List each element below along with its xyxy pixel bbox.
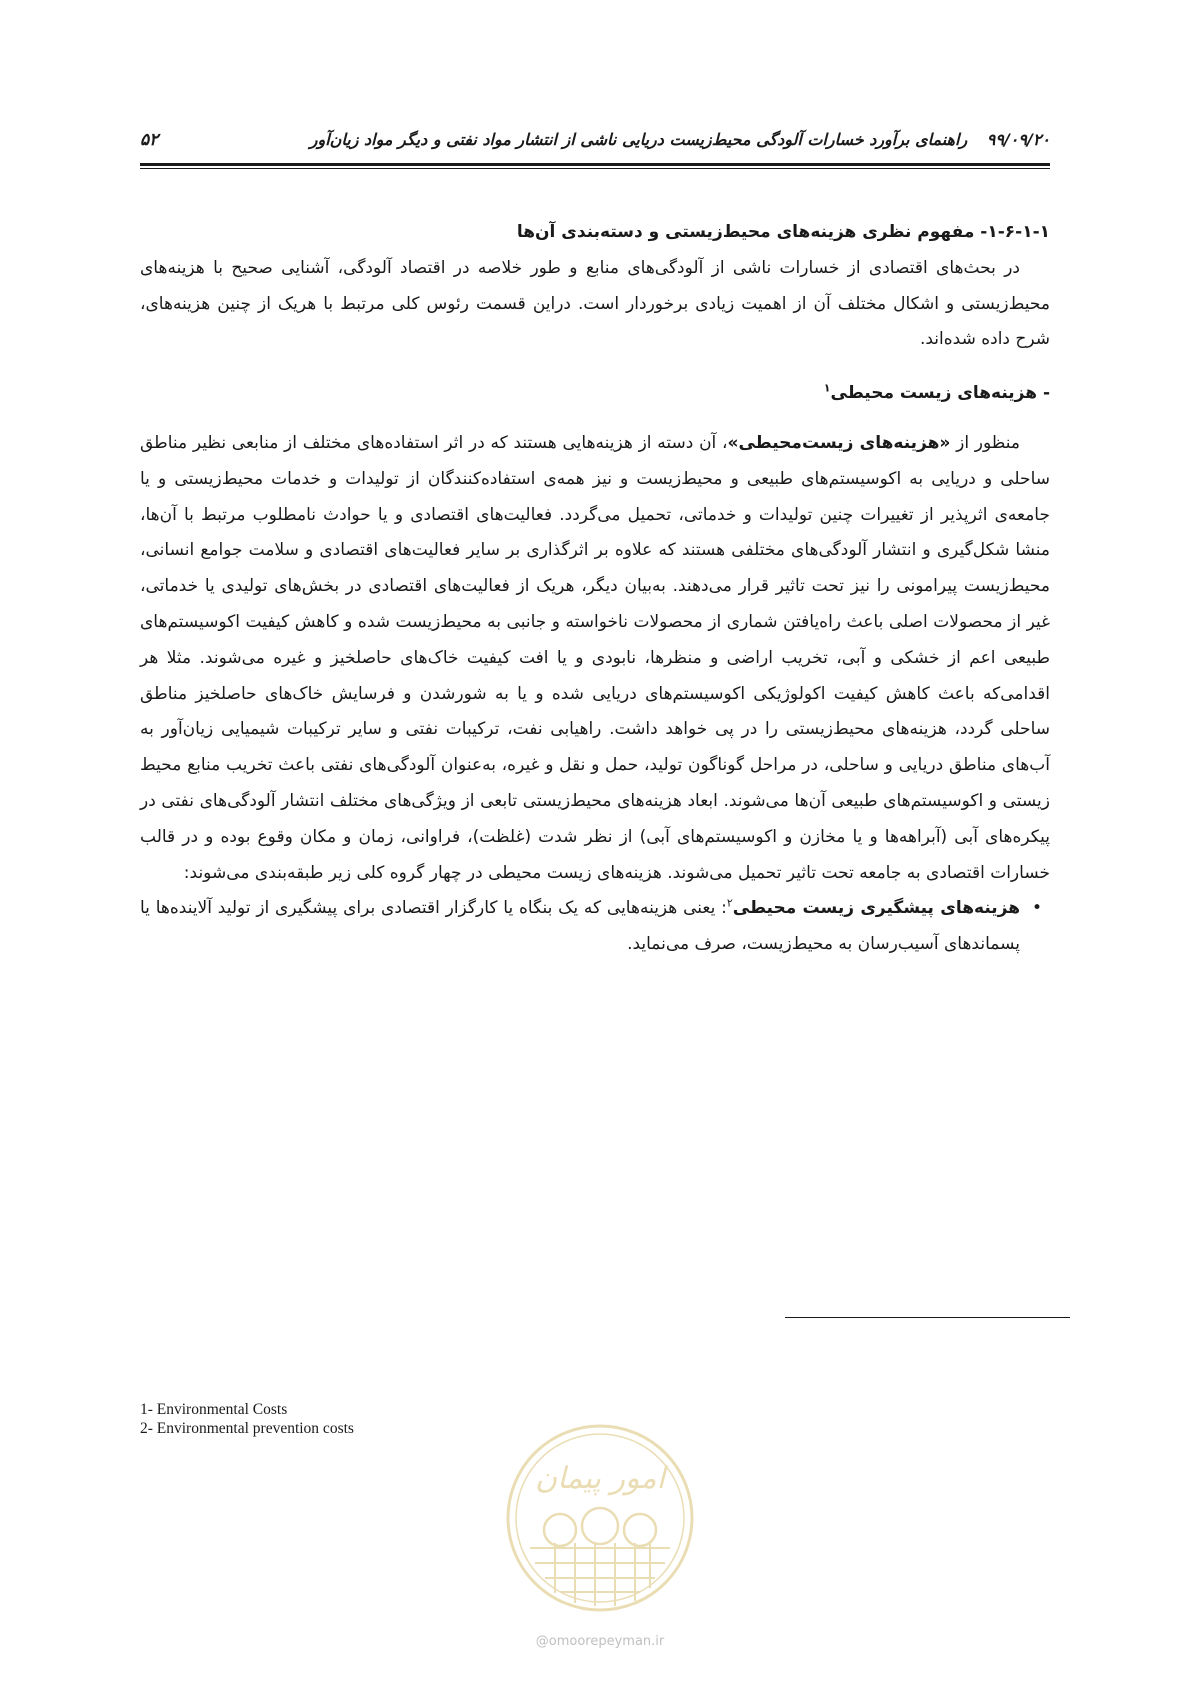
header-date: ۹۹/۰۹/۲۰ [986, 130, 1050, 149]
bullet-term: هزینه‌های پیشگیری زیست محیطی [732, 898, 1021, 919]
footnote-1: 1- Environmental Costs [140, 1401, 288, 1418]
section-heading: ۱-۶-۱-۱- مفهوم نظری هزینه‌های محیط‌زیستی و دسته‌بندی آن‌ها [516, 222, 1050, 242]
intro-paragraph: در بحث‌های اقتصادی از خسارات ناشی از آلودگی‌های منابع و طور خلاصه در اقتصاد آلودگی، آشنایی صحیح با هزینه‌های محیط‌زیستی و اشکال مختلف آن از اهمیت زیادی برخوردار است. دراین قسمت رئوس کلی مرتبط با هریک از چنین هزینه‌های، شرح داده شده‌اند. [140, 257, 1050, 350]
watermark-url: @omoorepeyman.ir [535, 1634, 665, 1649]
header-divider [140, 163, 1050, 169]
watermark-logo [500, 1418, 700, 1618]
body-paragraph [140, 426, 1050, 891]
footnotes [140, 1400, 354, 1438]
bold-term: «هزینه‌های زیست‌محیطی» [727, 432, 951, 453]
subsection-heading-text: - هزینه‌های زیست محیطی [830, 383, 1050, 404]
paragraph-body: ، آن دسته از هزینه‌هایی هستند که در اثر استفاده‌های مختلف از منابعی نظیر مناطق ساحلی و دریایی به اکوسیستم‌های طبیعی و محیط‌زیست و نیز همه‌ی استفاده‌کنندگان از تولیدات و خدمات محیط‌زیستی و یا جامعه‌ی اثرپذیر از تغییرات چنین تولیدات و خدماتی، تحمیل می‌گردد. فعالیت‌های اقتصادی و یا حوادث نامطلوب مرتبط با آن‌ها، منشا شکل‌گیری و انتشار آلودگی‌های مختلفی هستند که علاوه بر اثرگذاری بر سایر فعالیت‌های اقتصادی و سلامت جوامع انسانی، محیط‌زیست پیرامونی را نیز تحت تاثیر قرار می‌دهند. به‌بیان دیگر، هریک از فعالیت‌های اقتصادی در بخش‌های تولیدی یا خدماتی، غیر از محصولات اصلی باعث راه‌یافتن شماری از محصولات ناخواسته و جانبی به محیط‌زیست شده و کاهش کیفیت اکوسیستم‌های طبیعی اعم از خشکی و آبی، تخریب اراضی و منظرها، نابودی و یا افت کیفیت خاک‌های حاصلخیز و غیره می‌شوند. مثلا هر اقدامی‌که باعث کاهش کیفیت اکولوژیکی اکوسیستم‌های دریایی شده و یا به شورشدن و فرسایش خاک‌های حاصلخیز مناطق ساحلی گردد، هزینه‌های محیط‌زیستی را در پی خواهد داشت. راهیابی نفت، ترکیبات نفتی و سایر ترکیبات شیمیایی زیان‌آور به آب‌های مناطق دریایی و ساحلی، در مراحل گوناگون تولید، حمل و نقل و غیره، به‌عنوان آلودگی‌های نفتی باعث تخریب منابع محیط زیستی و اکوسیستم‌های طبیعی آن‌ها می‌شوند. ابعاد هزینه‌های محیط‌زیستی تابعی از ویژگی‌های مختلف انتشار آلودگی‌های نفتی در پیکره‌های آبی (آبراهه‌ها و یا مخازن و اکوسیستم‌های آبی) از نظر شدت (غلظت)، فراوانی، زمان و مکان وقوع بوده و در قالب خسارات اقتصادی به جامعه تحت تاثیر تحمیل می‌شوند. هزینه‌های زیست محیطی در چهار گروه کلی زیر طبقه‌بندی می‌شوند: [140, 432, 1050, 883]
watermark-gear-right [624, 1514, 656, 1546]
footnote-2: 2- Environmental prevention costs [140, 1420, 354, 1437]
page-header [140, 124, 1050, 164]
list-item [140, 891, 1042, 963]
watermark-outer-ring [508, 1426, 692, 1610]
bullet-text: : یعنی هزینه‌هایی که یک بنگاه یا کارگزار اقتصادی برای پیشگیری از تولید آلاینده‌ها یا پسماندهای آسیب‌رسان به محیط‌زیست، صرف می‌نماید. [140, 898, 1020, 955]
paragraph-lead: منظور از [950, 432, 1020, 453]
watermark-gear-left [544, 1514, 576, 1546]
footnote-divider [785, 1317, 1070, 1318]
footnote-ref-1: ۱ [823, 381, 831, 395]
header-title: راهنمای برآورد خسارات آلودگی محیط‌زیست دریایی ناشی از انتشار مواد نفتی و دیگر مواد زیان‌آور [309, 130, 968, 149]
watermark-gear-center [582, 1508, 618, 1544]
page-body [140, 215, 1050, 963]
bullet-marker: • [1031, 898, 1042, 919]
bullet-list [140, 891, 1050, 963]
watermark-inner-ring [516, 1434, 684, 1602]
watermark-logo-text: امور پیمان [535, 1461, 665, 1496]
page-number: ۵۲ [140, 130, 159, 150]
subsection-heading [140, 376, 1050, 412]
running-header [310, 130, 1050, 149]
footnote-ref-2: ۲ [726, 896, 733, 910]
